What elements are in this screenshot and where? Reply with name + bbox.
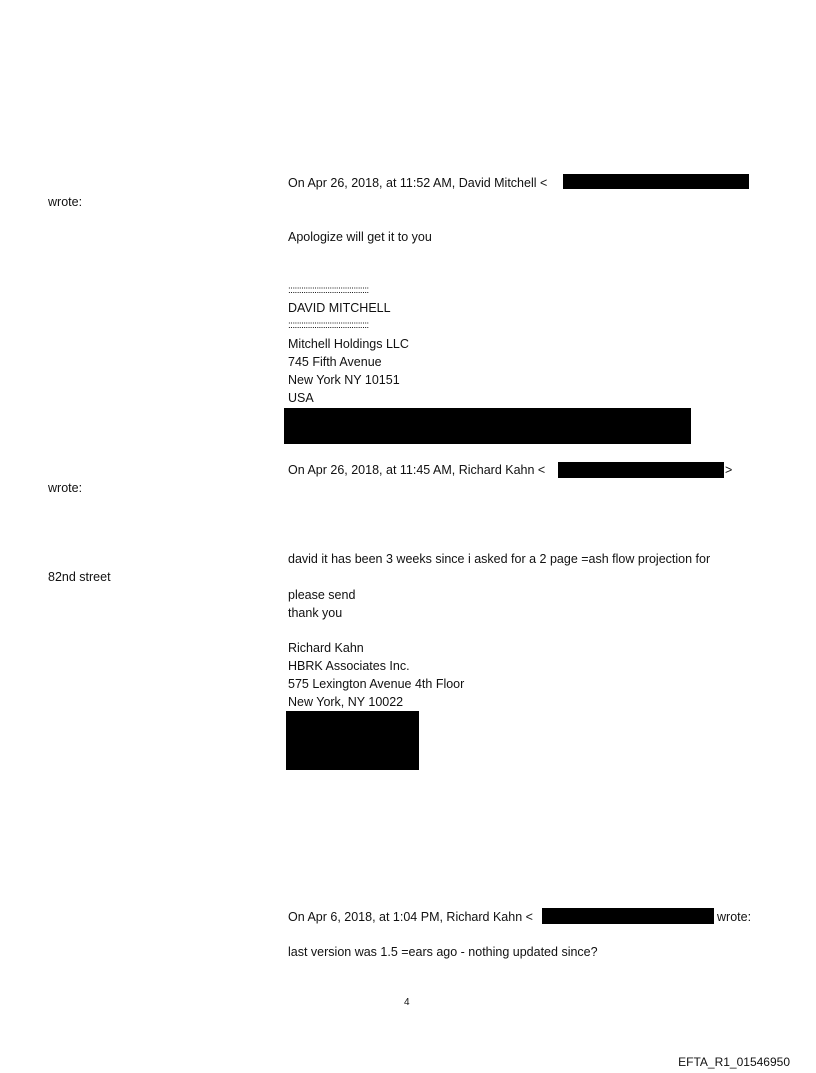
email2-body-line4: thank you — [288, 606, 343, 620]
email1-signature-name: DAVID MITCHELL — [288, 301, 391, 315]
email2-signature-street: 575 Lexington Avenue 4th Floor — [288, 677, 465, 691]
email2-header-close: > — [725, 463, 733, 477]
email1-wrote: wrote: — [48, 195, 83, 209]
email2-body-line2: 82nd street — [48, 570, 111, 584]
redaction-email1-address — [563, 174, 749, 189]
email1-header: On Apr 26, 2018, at 11:52 AM, David Mitchell < — [288, 176, 548, 190]
email3-body: last version was 1.5 =ears ago - nothing updated since? — [288, 945, 598, 959]
email3-wrote: wrote: — [717, 910, 752, 924]
redaction-email3-address — [542, 908, 714, 924]
email3-header: On Apr 6, 2018, at 1:04 PM, Richard Kahn < — [288, 910, 533, 924]
email1-signature-rule-top: ::::::::::::::::::::::::::::::::::::: — [288, 285, 369, 296]
email2-signature-city: New York, NY 10022 — [288, 695, 404, 709]
email2-signature-company: HBRK Associates Inc. — [288, 659, 410, 673]
email1-body: Apologize will get it to you — [288, 230, 432, 244]
email1-signature-street: 745 Fifth Avenue — [288, 355, 382, 369]
email1-signature-country: USA — [288, 391, 314, 405]
document-id: EFTA_R1_01546950 — [678, 1055, 790, 1069]
redaction-email2-contact-block — [286, 711, 419, 770]
email2-body-line1: david it has been 3 weeks since i asked for a 2 page =ash flow projection for — [288, 552, 711, 566]
email2-body-line3: please send — [288, 588, 356, 602]
page-number: 4 — [404, 997, 410, 1008]
redaction-email1-contact-block — [284, 408, 691, 444]
email2-wrote: wrote: — [48, 481, 83, 495]
email1-signature-company: Mitchell Holdings LLC — [288, 337, 409, 351]
email1-signature-rule-bottom: ::::::::::::::::::::::::::::::::::::: — [288, 320, 369, 331]
redaction-email2-address — [558, 462, 724, 478]
email1-signature-city: New York NY 10151 — [288, 373, 400, 387]
email2-signature-name: Richard Kahn — [288, 641, 364, 655]
email2-header: On Apr 26, 2018, at 11:45 AM, Richard Kahn < — [288, 463, 546, 477]
